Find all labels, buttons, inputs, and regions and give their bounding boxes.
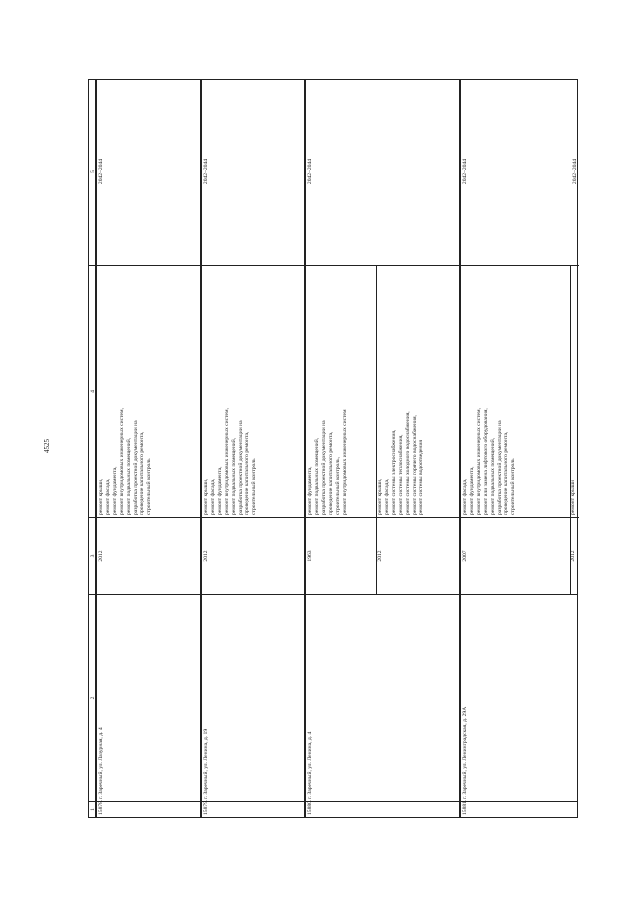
row-number: 15879. — [202, 801, 304, 817]
table-row — [460, 79, 578, 818]
row-period — [461, 78, 577, 265]
work-item: проведение капитального ремонта, — [503, 431, 510, 515]
work-item: строительный контроль, — [334, 457, 341, 515]
work-item: ремонт крыши, — [377, 478, 383, 515]
work-item: ремонт внутридомовых инженерных систем — [341, 409, 348, 515]
header-col-2: 2 — [89, 594, 95, 801]
row-number: 15878. — [97, 801, 200, 817]
work-item: ремонт системы холодного водоснабжения, — [404, 411, 411, 515]
work-item: проведение капитального ремонта, — [244, 431, 251, 515]
table-header — [88, 79, 96, 818]
row-works — [97, 265, 200, 517]
work-item: ремонт внутридомовых инженерных систем, — [118, 408, 125, 515]
work-item: ремонт системы теплоснабжения, — [397, 434, 404, 515]
row-year: 2007 — [461, 517, 570, 594]
work-item: ремонт крыши, — [98, 478, 104, 515]
work-item: ремонт фундамента, — [111, 466, 118, 515]
work-item: строительный контроль — [251, 458, 258, 515]
work-item: ремонт системы водоотведения — [418, 440, 425, 515]
row-works — [376, 265, 461, 517]
work-item: ремонт системы электроснабжения, — [390, 429, 397, 515]
work-item: ремонт крыши — [570, 479, 576, 515]
work-item: ремонт внутридомовых инженерных систем, — [223, 408, 230, 515]
header-col-4: 4 — [89, 265, 95, 517]
work-item: ремонт фасада, — [383, 478, 390, 515]
work-item: разработка проектной документации на — [496, 420, 503, 515]
row-year: 2012 — [376, 517, 461, 594]
work-item: ремонт фасада, — [104, 478, 111, 515]
work-item: ремонт фасада, — [462, 478, 468, 515]
work-item: разработка проектной документации на — [320, 420, 327, 515]
work-item: разработка проектной документации на — [132, 420, 139, 515]
row-works — [570, 265, 579, 517]
row-year: 2012 — [202, 517, 304, 594]
header-col-1: 1 — [89, 801, 95, 817]
work-item: проведение капитального ремонта, — [139, 431, 146, 515]
work-item: разработка проектной документации на — [237, 420, 244, 515]
work-item: строительный контроль — [510, 458, 517, 515]
work-item: ремонт фундамента, — [307, 466, 313, 515]
row-works — [306, 265, 376, 517]
page-number: 4525 — [43, 439, 51, 453]
row-works — [202, 265, 304, 517]
work-item: ремонт системы горячего водоснабжения, — [411, 415, 418, 515]
row-period: 2042–2044 — [203, 158, 209, 185]
work-item: ремонт подвальных помещений, — [230, 437, 237, 515]
row-address: г. Заречный, ул. Лазурная, д. 4 — [97, 594, 200, 801]
work-item: ремонт подвальных помещений, — [125, 437, 132, 515]
table-row — [201, 79, 305, 818]
row-period-text-second: 2042–2044 — [572, 158, 578, 185]
row-period: 2042–2044 — [98, 158, 104, 185]
work-item: ремонт крыши, — [203, 478, 209, 515]
work-item: ремонт подвальных помещений, — [489, 437, 496, 515]
header-col-5: 5 — [90, 170, 96, 173]
table-row — [96, 79, 201, 818]
header-col-3: 3 — [89, 517, 95, 594]
work-item: ремонт фундамента, — [216, 466, 223, 515]
row-address: г. Заречный, ул. Ленина, д. 4 — [306, 594, 459, 801]
row-number: 15880. — [306, 801, 459, 817]
work-item: ремонт подвальных помещений, — [313, 437, 320, 515]
work-item: проведение капитального ремонта, — [327, 431, 334, 515]
table-row — [305, 79, 460, 818]
row-period-text: 2042–2044 — [462, 158, 468, 185]
work-item: ремонт фасада, — [209, 478, 216, 515]
work-item: строительный контроль — [146, 458, 153, 515]
works-table — [88, 79, 612, 818]
row-works — [461, 265, 570, 517]
row-period: 2042–2044 — [307, 158, 313, 185]
row-address: г. Заречный, ул. Ленина, д. 19 — [202, 594, 304, 801]
row-number: 15881. — [461, 801, 577, 817]
row-year: 1963 — [306, 517, 376, 594]
work-item: ремонт или замена лифтового оборудования, — [482, 408, 489, 515]
row-year: 2012 — [570, 517, 579, 594]
work-item: ремонт фундамента, — [468, 466, 475, 515]
row-year: 2012 — [97, 517, 200, 594]
work-item: ремонт внутридомовых инженерных систем, — [475, 408, 482, 515]
row-address: г. Заречный, ул. Ленинградская, д. 29А — [461, 594, 577, 801]
